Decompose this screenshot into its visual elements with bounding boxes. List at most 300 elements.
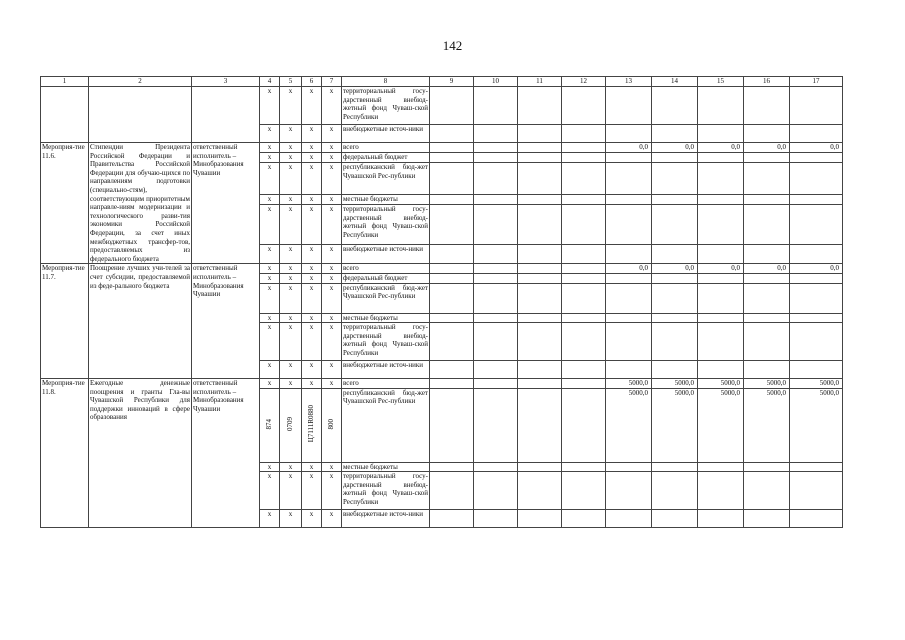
- empty-year-cell: [562, 313, 606, 323]
- amount-cell: [744, 245, 790, 264]
- empty-year-cell: [430, 143, 474, 153]
- budget-code-cell: x: [322, 153, 342, 163]
- column-number-cell: 4: [260, 77, 280, 87]
- funding-source-cell: республиканский бюд-жет Чувашской Рес-публики: [342, 388, 430, 462]
- empty-year-cell: [518, 388, 562, 462]
- table-row: [41, 264, 843, 274]
- budget-code-cell: x: [280, 273, 302, 283]
- empty-year-cell: [474, 283, 518, 313]
- amount-cell: [652, 323, 698, 361]
- amount-cell: [744, 273, 790, 283]
- empty-year-cell: [562, 462, 606, 472]
- responsible-cell: ответственный исполнитель – Минобразования Чувашии: [192, 379, 260, 528]
- empty-year-cell: [518, 379, 562, 389]
- empty-year-cell: [430, 87, 474, 125]
- budget-code-cell: x: [302, 245, 322, 264]
- budget-code-cell: x: [280, 205, 302, 245]
- budget-code-cell: x: [280, 283, 302, 313]
- amount-cell: [790, 125, 843, 143]
- funding-source-cell: федеральный бюджет: [342, 153, 430, 163]
- budget-code-cell: x: [280, 194, 302, 204]
- empty-year-cell: [430, 472, 474, 510]
- amount-cell: [744, 283, 790, 313]
- amount-cell: [606, 163, 652, 195]
- event-number-cell: Мероприя-тие 11.7.: [41, 264, 89, 379]
- amount-cell: 5000,0: [744, 388, 790, 462]
- empty-year-cell: [474, 163, 518, 195]
- funding-source-cell: территориальный госу-дарственный внебюд-жетный фонд Чуваш-ской Республики: [342, 472, 430, 510]
- budget-code-cell: x: [260, 264, 280, 274]
- empty-year-cell: [474, 245, 518, 264]
- amount-cell: [652, 361, 698, 379]
- budget-code-cell: x: [322, 205, 342, 245]
- empty-year-cell: [562, 153, 606, 163]
- empty-year-cell: [562, 163, 606, 195]
- amount-cell: [698, 194, 744, 204]
- amount-cell: 0,0: [606, 143, 652, 153]
- budget-code-cell: x: [302, 323, 322, 361]
- amount-cell: [606, 283, 652, 313]
- empty-year-cell: [562, 388, 606, 462]
- budget-code-cell: x: [322, 472, 342, 510]
- amount-cell: [652, 87, 698, 125]
- funding-source-cell: всего: [342, 379, 430, 389]
- budget-code-cell: x: [302, 273, 322, 283]
- budget-code-cell: x: [280, 245, 302, 264]
- amount-cell: [790, 163, 843, 195]
- empty-year-cell: [474, 472, 518, 510]
- amount-cell: 5000,0: [744, 379, 790, 389]
- funding-source-cell: внебюджетные источ-ники: [342, 361, 430, 379]
- empty-year-cell: [562, 194, 606, 204]
- amount-cell: 5000,0: [698, 388, 744, 462]
- amount-cell: [790, 194, 843, 204]
- amount-cell: [606, 462, 652, 472]
- budget-code-cell: x: [322, 323, 342, 361]
- event-name-cell: Стипендии Президента Российской Федерации и Правительства Российской Федерации для обучаю-щихся по направлениям подготовки (специально-стям), соответствующим приоритетным направле-ниям модернизации и технологического разви-тия экономики Российской Федерации, за счет иных межбюджетных трансфер-тов, предоставляемых из федерального бюджета: [90, 143, 190, 263]
- column-number-cell: 6: [302, 77, 322, 87]
- budget-code-cell: x: [302, 472, 322, 510]
- empty-year-cell: [430, 125, 474, 143]
- empty-year-cell: [474, 313, 518, 323]
- budget-code-cell: x: [322, 283, 342, 313]
- empty-year-cell: [430, 510, 474, 528]
- amount-cell: [606, 153, 652, 163]
- empty-year-cell: [518, 462, 562, 472]
- empty-year-cell: [430, 245, 474, 264]
- empty-year-cell: [518, 153, 562, 163]
- funding-source-cell: местные бюджеты: [342, 462, 430, 472]
- funding-source-cell: внебюджетные источ-ники: [342, 125, 430, 143]
- amount-cell: [652, 153, 698, 163]
- amount-cell: 0,0: [606, 264, 652, 274]
- budget-table: [40, 76, 843, 528]
- budget-code-text: 800: [327, 418, 336, 430]
- amount-cell: 5000,0: [606, 379, 652, 389]
- table-row: [41, 379, 843, 389]
- budget-code-cell: x: [280, 313, 302, 323]
- budget-code-cell: x: [260, 245, 280, 264]
- budget-code-cell: x: [260, 125, 280, 143]
- budget-code-cell: x: [302, 264, 322, 274]
- budget-code-cell: x: [322, 245, 342, 264]
- table-row: [41, 87, 843, 125]
- column-number-cell: 7: [322, 77, 342, 87]
- amount-cell: [790, 283, 843, 313]
- empty-year-cell: [430, 313, 474, 323]
- budget-code-cell: x: [280, 153, 302, 163]
- funding-source-cell: местные бюджеты: [342, 313, 430, 323]
- funding-source-cell: всего: [342, 143, 430, 153]
- amount-cell: [790, 153, 843, 163]
- budget-code-cell: x: [260, 273, 280, 283]
- amount-cell: [698, 472, 744, 510]
- budget-code-cell: x: [322, 379, 342, 389]
- budget-code-cell: x: [280, 379, 302, 389]
- empty-year-cell: [430, 462, 474, 472]
- empty-year-cell: [474, 323, 518, 361]
- amount-cell: [652, 163, 698, 195]
- column-number-cell: 12: [562, 77, 606, 87]
- empty-year-cell: [518, 87, 562, 125]
- amount-cell: [744, 462, 790, 472]
- amount-cell: [652, 245, 698, 264]
- budget-code-cell: x: [322, 361, 342, 379]
- empty-year-cell: [474, 388, 518, 462]
- budget-code-cell: x: [302, 379, 322, 389]
- event-number-cell: Мероприя-тие 11.8.: [41, 379, 89, 528]
- budget-code-cell: [260, 388, 280, 462]
- empty-year-cell: [518, 361, 562, 379]
- amount-cell: [606, 510, 652, 528]
- amount-cell: 0,0: [744, 264, 790, 274]
- empty-year-cell: [562, 264, 606, 274]
- amount-cell: [790, 510, 843, 528]
- amount-cell: [744, 194, 790, 204]
- amount-cell: 0,0: [698, 143, 744, 153]
- column-number-cell: 5: [280, 77, 302, 87]
- column-number-cell: 16: [744, 77, 790, 87]
- empty-year-cell: [562, 143, 606, 153]
- empty-year-cell: [518, 125, 562, 143]
- amount-cell: [698, 313, 744, 323]
- amount-cell: [790, 361, 843, 379]
- budget-code-cell: x: [322, 264, 342, 274]
- budget-code-cell: x: [280, 264, 302, 274]
- amount-cell: [744, 510, 790, 528]
- empty-year-cell: [562, 125, 606, 143]
- amount-cell: [698, 163, 744, 195]
- budget-code-cell: x: [322, 273, 342, 283]
- empty-year-cell: [474, 125, 518, 143]
- budget-code-cell: x: [302, 163, 322, 195]
- budget-code-cell: x: [280, 87, 302, 125]
- budget-code-cell: x: [260, 87, 280, 125]
- amount-cell: 0,0: [790, 143, 843, 153]
- column-number-cell: 17: [790, 77, 843, 87]
- empty-year-cell: [430, 163, 474, 195]
- amount-cell: [790, 273, 843, 283]
- amount-cell: [606, 87, 652, 125]
- empty-year-cell: [518, 323, 562, 361]
- amount-cell: 5000,0: [698, 379, 744, 389]
- amount-cell: 0,0: [698, 264, 744, 274]
- budget-code-cell: x: [260, 510, 280, 528]
- page-number: 142: [442, 38, 463, 53]
- budget-code-cell: x: [280, 462, 302, 472]
- event-number-cell: Мероприя-тие 11.6.: [41, 143, 89, 264]
- empty-year-cell: [474, 264, 518, 274]
- empty-year-cell: [562, 273, 606, 283]
- empty-year-cell: [430, 264, 474, 274]
- empty-year-cell: [518, 273, 562, 283]
- empty-year-cell: [562, 323, 606, 361]
- column-number-cell: 14: [652, 77, 698, 87]
- budget-code-cell: x: [322, 143, 342, 153]
- funding-source-cell: республиканский бюд-жет Чувашской Рес-публики: [342, 283, 430, 313]
- budget-code-cell: x: [280, 361, 302, 379]
- budget-code-cell: x: [260, 163, 280, 195]
- funding-source-cell: территориальный госу-дарственный внебюд-жетный фонд Чуваш-ской Республики: [342, 205, 430, 245]
- amount-cell: [744, 205, 790, 245]
- funding-source-cell: местные бюджеты: [342, 194, 430, 204]
- amount-cell: 5000,0: [790, 379, 843, 389]
- budget-code-cell: x: [302, 510, 322, 528]
- empty-year-cell: [474, 143, 518, 153]
- amount-cell: [652, 472, 698, 510]
- empty-year-cell: [518, 194, 562, 204]
- empty-year-cell: [430, 388, 474, 462]
- amount-cell: [606, 273, 652, 283]
- amount-cell: [698, 462, 744, 472]
- empty-year-cell: [430, 273, 474, 283]
- budget-code-cell: x: [302, 125, 322, 143]
- amount-cell: [606, 205, 652, 245]
- budget-code-cell: x: [260, 283, 280, 313]
- amount-cell: [698, 361, 744, 379]
- column-number-cell: 11: [518, 77, 562, 87]
- amount-cell: 0,0: [744, 143, 790, 153]
- budget-code-cell: x: [322, 313, 342, 323]
- amount-cell: [652, 510, 698, 528]
- budget-code-cell: x: [260, 379, 280, 389]
- responsible-cell: ответственный исполнитель – Минобразования Чувашии: [192, 143, 260, 264]
- budget-code-cell: x: [260, 153, 280, 163]
- amount-cell: [698, 125, 744, 143]
- funding-source-cell: территориальный госу-дарственный внебюд-жетный фонд Чуваш-ской Республики: [342, 87, 430, 125]
- amount-cell: [652, 125, 698, 143]
- budget-code-cell: x: [260, 143, 280, 153]
- amount-cell: [698, 87, 744, 125]
- empty-year-cell: [474, 194, 518, 204]
- column-number-cell: 1: [41, 77, 89, 87]
- empty-year-cell: [518, 205, 562, 245]
- column-number-cell: 2: [89, 77, 192, 87]
- amount-cell: [606, 472, 652, 510]
- column-number-cell: 13: [606, 77, 652, 87]
- empty-year-cell: [562, 472, 606, 510]
- amount-cell: [606, 361, 652, 379]
- budget-code-cell: x: [302, 153, 322, 163]
- empty-year-cell: [474, 361, 518, 379]
- column-number-cell: 15: [698, 77, 744, 87]
- event-name-cell: Ежегодные денежные поощрения и гранты Гла-вы Чувашской Республики для поддержки инноваций в сфере образования: [89, 379, 192, 528]
- amount-cell: [698, 153, 744, 163]
- budget-code-text: Ц7111R0880: [307, 405, 316, 443]
- amount-cell: [606, 245, 652, 264]
- budget-code-text: 874: [265, 418, 274, 430]
- funding-source-cell: территориальный госу-дарственный внебюд-жетный фонд Чуваш-ской Республики: [342, 323, 430, 361]
- column-number-cell: 10: [474, 77, 518, 87]
- amount-cell: [606, 313, 652, 323]
- empty-year-cell: [518, 313, 562, 323]
- column-number-cell: 8: [342, 77, 430, 87]
- budget-code-cell: x: [302, 194, 322, 204]
- amount-cell: 5000,0: [652, 379, 698, 389]
- amount-cell: [744, 361, 790, 379]
- amount-cell: [698, 283, 744, 313]
- amount-cell: [606, 194, 652, 204]
- budget-code-cell: x: [322, 462, 342, 472]
- amount-cell: [744, 472, 790, 510]
- amount-cell: 0,0: [652, 264, 698, 274]
- amount-cell: [790, 87, 843, 125]
- funding-source-cell: федеральный бюджет: [342, 273, 430, 283]
- header-row: [41, 77, 843, 87]
- amount-cell: 0,0: [790, 264, 843, 274]
- funding-source-cell: республиканский бюд-жет Чувашской Рес-публики: [342, 163, 430, 195]
- budget-code-cell: x: [260, 361, 280, 379]
- budget-code-cell: [302, 388, 322, 462]
- budget-code-cell: x: [322, 194, 342, 204]
- budget-code-cell: x: [302, 462, 322, 472]
- empty-year-cell: [430, 283, 474, 313]
- amount-cell: [790, 205, 843, 245]
- column-number-cell: 9: [430, 77, 474, 87]
- budget-code-cell: [280, 388, 302, 462]
- budget-code-cell: x: [260, 205, 280, 245]
- empty-year-cell: [562, 283, 606, 313]
- budget-code-cell: x: [260, 472, 280, 510]
- amount-cell: 5000,0: [606, 388, 652, 462]
- amount-cell: [790, 472, 843, 510]
- table-body: [41, 77, 843, 528]
- budget-code-text: 0709: [286, 416, 295, 431]
- empty-year-cell: [562, 245, 606, 264]
- amount-cell: [744, 313, 790, 323]
- budget-code-cell: x: [280, 510, 302, 528]
- amount-cell: [790, 462, 843, 472]
- budget-code-cell: x: [280, 472, 302, 510]
- empty-year-cell: [430, 194, 474, 204]
- budget-code-cell: x: [322, 87, 342, 125]
- amount-cell: [744, 323, 790, 361]
- empty-year-cell: [518, 143, 562, 153]
- amount-cell: [790, 313, 843, 323]
- empty-year-cell: [562, 87, 606, 125]
- budget-code-cell: x: [302, 205, 322, 245]
- empty-year-cell: [518, 264, 562, 274]
- budget-code-cell: x: [280, 323, 302, 361]
- empty-year-cell: [474, 510, 518, 528]
- amount-cell: [744, 87, 790, 125]
- empty-year-cell: [474, 379, 518, 389]
- amount-cell: [652, 273, 698, 283]
- budget-code-cell: x: [322, 125, 342, 143]
- amount-cell: [698, 205, 744, 245]
- empty-year-cell: [430, 379, 474, 389]
- budget-code-cell: x: [260, 323, 280, 361]
- empty-year-cell: [474, 205, 518, 245]
- budget-code-cell: x: [260, 313, 280, 323]
- amount-cell: 0,0: [652, 143, 698, 153]
- empty-year-cell: [474, 87, 518, 125]
- budget-code-cell: x: [302, 283, 322, 313]
- amount-cell: 5000,0: [652, 388, 698, 462]
- empty-year-cell: [518, 163, 562, 195]
- event-number-cell: [41, 87, 89, 143]
- budget-code-cell: x: [302, 87, 322, 125]
- empty-year-cell: [430, 205, 474, 245]
- empty-year-cell: [474, 273, 518, 283]
- budget-code-cell: x: [322, 510, 342, 528]
- amount-cell: [698, 510, 744, 528]
- budget-code-cell: x: [302, 361, 322, 379]
- budget-code-cell: x: [302, 143, 322, 153]
- amount-cell: [698, 323, 744, 361]
- budget-code-cell: x: [280, 163, 302, 195]
- amount-cell: [652, 313, 698, 323]
- event-name-cell: [89, 87, 192, 143]
- column-number-cell: 3: [192, 77, 260, 87]
- empty-year-cell: [430, 323, 474, 361]
- empty-year-cell: [562, 205, 606, 245]
- amount-cell: [698, 245, 744, 264]
- amount-cell: [744, 153, 790, 163]
- amount-cell: [606, 125, 652, 143]
- funding-source-cell: внебюджетные источ-ники: [342, 245, 430, 264]
- responsible-cell: ответственный исполнитель – Минобразования Чувашии: [192, 264, 260, 379]
- budget-code-cell: x: [302, 313, 322, 323]
- amount-cell: [652, 194, 698, 204]
- amount-cell: [744, 125, 790, 143]
- amount-cell: [698, 273, 744, 283]
- empty-year-cell: [518, 283, 562, 313]
- empty-year-cell: [474, 153, 518, 163]
- table-row: [41, 143, 843, 153]
- amount-cell: [744, 163, 790, 195]
- empty-year-cell: [562, 379, 606, 389]
- budget-code-cell: x: [260, 462, 280, 472]
- budget-code-cell: x: [280, 125, 302, 143]
- amount-cell: [790, 245, 843, 264]
- empty-year-cell: [518, 245, 562, 264]
- budget-code-cell: [322, 388, 342, 462]
- empty-year-cell: [474, 462, 518, 472]
- empty-year-cell: [562, 510, 606, 528]
- funding-source-cell: всего: [342, 264, 430, 274]
- budget-code-cell: x: [322, 163, 342, 195]
- funding-source-cell: внебюджетные источ-ники: [342, 510, 430, 528]
- amount-cell: [652, 205, 698, 245]
- amount-cell: [652, 462, 698, 472]
- empty-year-cell: [562, 361, 606, 379]
- empty-year-cell: [430, 153, 474, 163]
- budget-code-cell: x: [260, 194, 280, 204]
- amount-cell: [606, 323, 652, 361]
- amount-cell: [790, 323, 843, 361]
- amount-cell: 5000,0: [790, 388, 843, 462]
